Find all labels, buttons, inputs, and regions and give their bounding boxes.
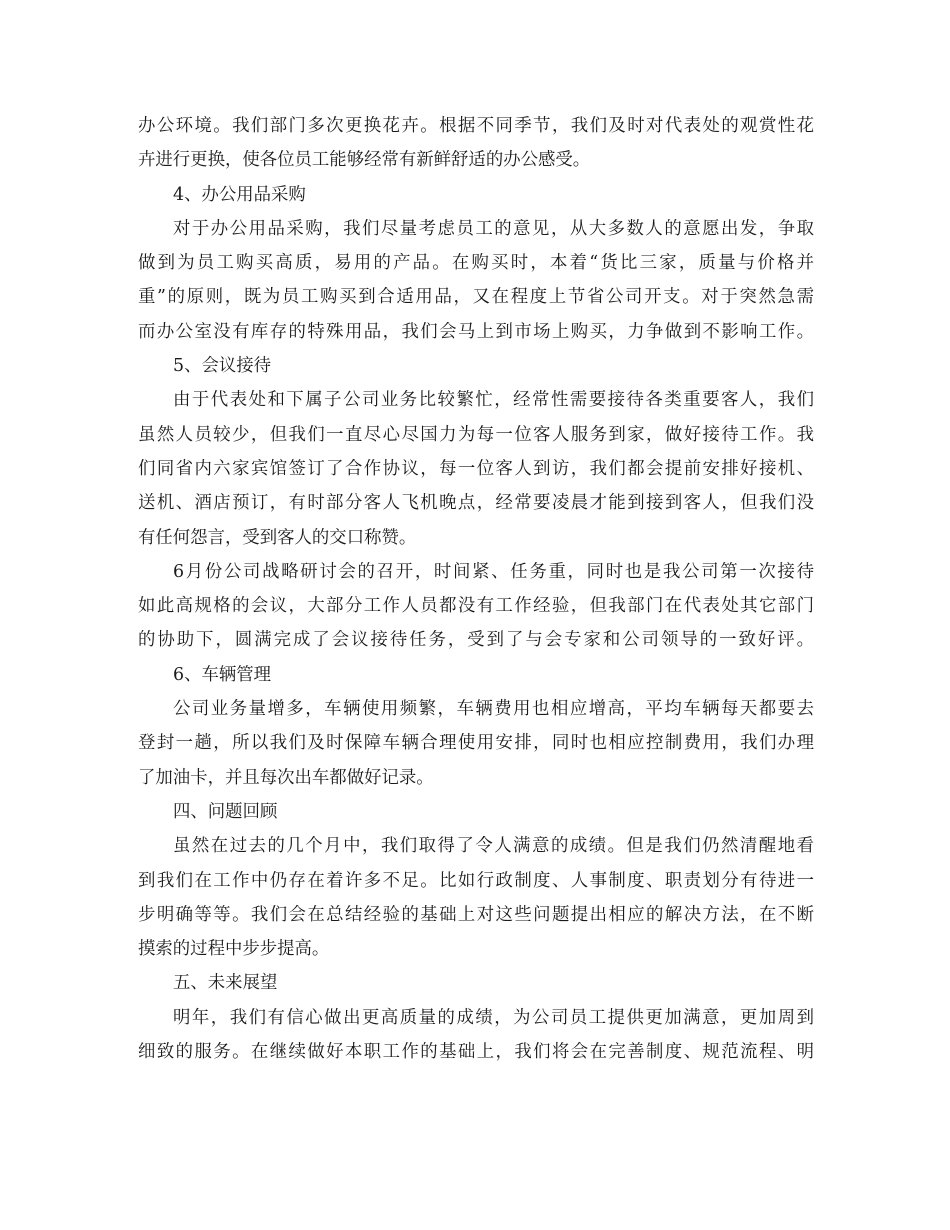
text-line: 到我们在工作中仍存在着许多不足。比如行政制度、人事制度、职责划分有待进一 [138,870,814,891]
text-line: 虽然人员较少，但我们一直尽心尽国力为每一位客人服务到家，做好接待工作。我 [138,424,814,445]
text-line: 6、车辆管理 [173,664,272,685]
text-line: 明年，我们有信心做出更高质量的成绩，为公司员工提供更加满意，更加周到 [173,1007,814,1028]
text-line: 如此高规格的会议，大部分工作人员都没有工作经验，但我部门在代表处其它部门 [138,596,814,617]
text-line: 登封一趟，所以我们及时保障车辆合理使用安排，同时也相应控制费用，我们办理 [138,733,814,754]
text-line: 办公环境。我们部门多次更换花卉。根据不同季节，我们及时对代表处的观赏性花 [138,116,814,136]
text-line: 5、会议接待 [173,356,272,377]
text-line: 送机、酒店预订，有时部分客人飞机晚点，经常要凌晨才能到接到客人，但我们没 [138,493,814,514]
text-line: 虽然在过去的几个月中，我们取得了令人满意的成绩。但是我们仍然清醒地看 [173,836,814,857]
text-line: 有任何怨言，受到客人的交口称赞。 [138,527,417,548]
text-line: 步明确等等。我们会在总结经验的基础上对这些问题提出相应的解决方法，在不断 [138,904,814,925]
text-line: 摸索的过程中步步提高。 [138,939,330,960]
text-line: 对于办公用品采购，我们尽量考虑员工的意见，从大多数人的意愿出发，争取 [173,218,814,239]
text-line: 四、问题回顾 [173,801,278,822]
text-line: 重”的原则，既为员工购买到合适用品，又在程度上节省公司开支。对于突然急需 [138,287,814,308]
text-line: 6月份公司战略研讨会的召开，时间紧、任务重，同时也是我公司第一次接待 [173,561,814,582]
text-line: 公司业务量增多，车辆使用频繁，车辆费用也相应增高，平均车辆每天都要去 [173,699,814,720]
text-line: 细致的服务。在继续做好本职工作的基础上，我们将会在完善制度、规范流程、明 [138,1042,814,1063]
text-line: 五、未来展望 [173,973,278,994]
text-line: 做到为员工购买高质，易用的产品。在购买时，本着“货比三家，质量与价格并 [138,253,814,274]
text-line: 卉进行更换，使各位员工能够经常有新鲜舒适的办公感受。 [138,150,591,171]
text-line: 们同省内六家宾馆签订了合作协议，每一位客人到访，我们都会提前安排好接机、 [138,458,814,479]
text-line: 而办公室没有库存的特殊用品，我们会马上到市场上购买，力争做到不影响工作。 [138,321,814,342]
text-line: 的协助下，圆满完成了会议接待任务，受到了与会专家和公司领导的一致好评。 [138,630,814,651]
text-line: 由于代表处和下属子公司业务比较繁忙，经常性需要接待各类重要客人，我们 [173,390,814,411]
text-line: 4、办公用品采购 [173,184,306,205]
text-line: 了加油卡，并且每次出车都做好记录。 [138,767,434,788]
document-body [138,109,814,1069]
